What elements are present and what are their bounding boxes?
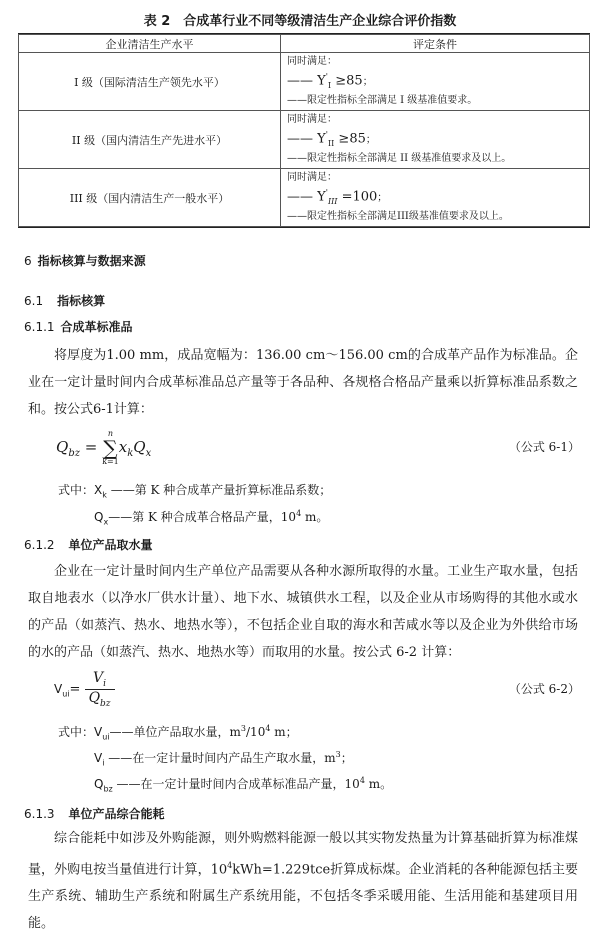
paragraph-water-intake: 企业在一定计量时间内生产单位产品需要从各种水源所取得的水量。工业生产取水量，包括取自地表水（以净水厂供水计量）、地下水、城镇供水工程，以及企业从市场购得的其他水或水的产品（如蒸汽、热水、地热水等），不包括企业自取的海水和苦咸水等以及企业为外供给市场的水的产品（如蒸汽、热水、地热水等）而取用的水量。按公式 6-2 计算：: [28, 564, 578, 660]
table-row: [19, 169, 590, 227]
where-line: $Q_x——$第 K 种合成革合格品产量，$10^4$ m。: [94, 509, 329, 527]
table-row: [19, 111, 590, 169]
paragraph-energy-consumption: 综合能耗中如涉及外购能源，则外购燃料能源一般以其实物发热量为计算基础折算为标准煤量，外购电按当量值进行计算，$10^4kWh=1.229tce$折算成标煤。企业消耗的各种能源包括主要生产系统、辅助生产系统和附属生产系统用能，不包括冬季采暖用能、生活用能和基建项目用能。: [28, 831, 578, 932]
condition-intro: 同时满足：: [287, 55, 337, 67]
condition-formula: —— $Y'_{II} \ge 85$；: [287, 130, 376, 148]
level-cell: II 级（国内清洁生产先进水平）: [19, 111, 281, 169]
level-cell: I 级（国际清洁生产领先水平）: [19, 53, 281, 111]
equation-label-6-1: （公式 6-1）: [508, 440, 580, 454]
section-heading-6-1: 6.1 指标核算: [24, 294, 106, 308]
paragraph-standard-product: 将厚度为1.00 mm，成品宽幅为：136.00 cm～156.00 cm的合成革产品作为标准品。企业在一定计量时间内合成革标准品总产量等于各品种、各规格合格品产量乘以折算标准品系数之和。按公式6-1计算：: [28, 348, 578, 417]
formula-6-1: $Q_{bz}$ = n ∑ k=1 $x_kQ_x$: [56, 429, 152, 466]
equation-label-6-2: （公式 6-2）: [508, 682, 580, 696]
condition-cell: [281, 53, 590, 111]
section-heading-6-1-1: 6.1.1 合成革标准品: [24, 320, 133, 334]
table-row: [19, 53, 590, 111]
level-cell: III 级（国内清洁生产一般水平）: [19, 169, 281, 227]
section-heading-6: 6 指标核算与数据来源: [24, 254, 146, 268]
where-line: 式中：$V_{ui}——$单位产品取水量，$m^3/10^4$ m；: [58, 724, 298, 742]
condition-intro: 同时满足：: [287, 171, 337, 183]
condition-note: ——限定性指标全部满足 I 级基准值要求。: [287, 94, 478, 106]
condition-note: ——限定性指标全部满足III级基准值要求及以上。: [287, 210, 509, 222]
where-line: $V_i$ ——在一定计量时间内产品生产取水量，$m^3$；: [94, 750, 353, 768]
where-line: $Q_{bz}$ ——在一定计量时间内合成革标准品产量，$10^4$ m。: [94, 776, 393, 794]
table-header-row: [19, 35, 590, 53]
table-caption: 表 2 合成革行业不同等级清洁生产企业综合评价指数: [143, 14, 457, 29]
condition-formula: —— $Y'_I \ge 85$；: [287, 72, 373, 90]
condition-intro: 同时满足：: [287, 113, 337, 125]
formula-6-2: $V_{ui}=$ $\frac{V_i}{Q_{bz}}$: [54, 670, 115, 709]
section-heading-6-1-2: 6.1.2 单位产品取水量: [24, 538, 153, 552]
evaluation-table: [18, 33, 590, 228]
column-header-level: 企业清洁生产水平: [19, 35, 281, 53]
condition-cell: [281, 169, 590, 227]
condition-formula: —— $Y'_{III} =100$；: [287, 188, 388, 206]
section-heading-6-1-3: 6.1.3 单位产品综合能耗: [24, 807, 165, 821]
column-header-condition: 评定条件: [281, 35, 590, 53]
where-line: 式中：$X_k$ ——第 K 种合成革产量折算标准品系数；: [58, 483, 332, 500]
condition-note: ——限定性指标全部满足 II 级基准值要求及以上。: [287, 152, 512, 164]
condition-cell: [281, 111, 590, 169]
